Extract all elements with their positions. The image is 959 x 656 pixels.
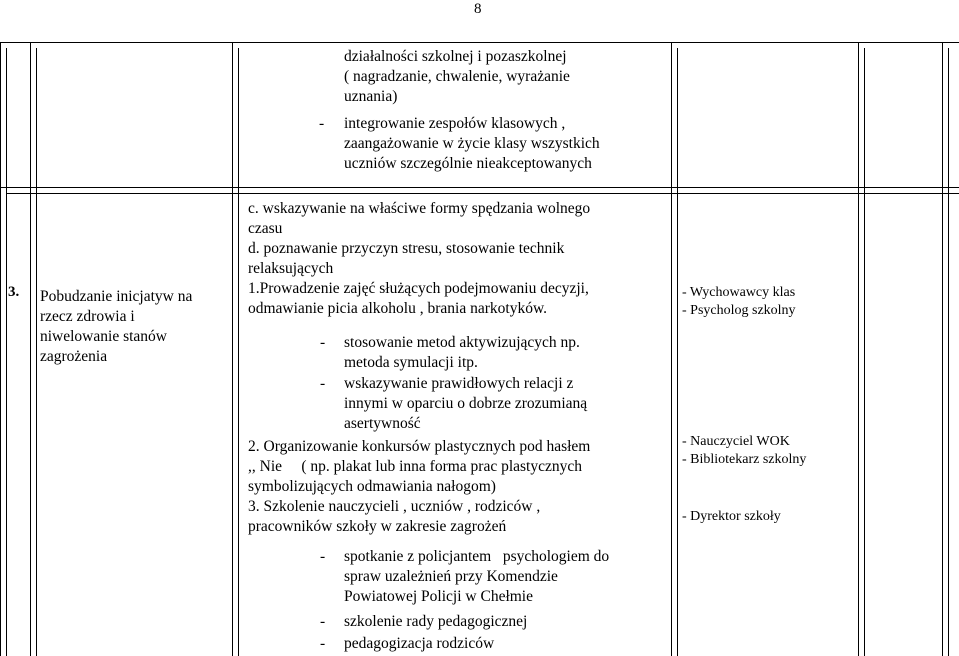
content-line: symbolizujących odmawiania nałogom): [248, 478, 496, 495]
content-line: pedagogizacja rodziców: [344, 635, 495, 652]
content-line: d. poznawanie przyczyn stresu, stosowanie technik: [248, 240, 565, 257]
table-border-left: [0, 42, 1, 656]
content-line: asertywność: [344, 415, 421, 432]
content-line: pracowników szkoły w zakresie zagrożeń: [248, 518, 507, 535]
content-dash: -: [320, 548, 326, 565]
content-line: Powiatowej Policji w Chełmie: [344, 588, 533, 605]
column-divider-4a: [858, 42, 859, 656]
content-line: spraw uzależnień przy Komendzie: [344, 568, 558, 585]
continuation-text: [344, 47, 570, 107]
content-sub: [344, 547, 609, 607]
bullet-line: uczniów szczególnie nieakceptowanych: [344, 155, 592, 172]
topic-line: rzecz zdrowia i: [40, 308, 135, 325]
content-dash: -: [320, 334, 326, 351]
page-number: 8: [474, 1, 482, 17]
content-line: stosowanie metod aktywizujących np.: [344, 334, 580, 351]
topic-cell: [40, 287, 192, 367]
topic-line: niwelowanie stanów: [40, 328, 167, 345]
content-sub: [344, 333, 580, 373]
column-divider-3a: [671, 42, 672, 656]
content-dash: -: [320, 635, 326, 652]
content-line: metoda symulacji itp.: [344, 354, 478, 371]
continuation-bullet-text: [344, 114, 600, 174]
content-line: ,, Nie ( np. plakat lub inna forma prac plastycznych: [248, 458, 582, 475]
responsible-cell: [682, 433, 806, 469]
column-divider-2a: [232, 42, 233, 656]
column-divider-4b: [864, 48, 865, 656]
content-cell: [248, 199, 590, 319]
topic-line: zagrożenia: [40, 348, 108, 365]
content-dash: -: [320, 375, 326, 392]
content-line: odmawianie picia alkoholu , brania narkotyków.: [248, 300, 548, 317]
responsible-line: - Psycholog szkolny: [682, 303, 796, 318]
content-line: 1.Prowadzenie zajęć służących podejmowaniu decyzji,: [248, 280, 589, 297]
bullet-line: zaangażowanie w życie klasy wszystkich: [344, 135, 600, 152]
topic-line: Pobudzanie inicjatyw na: [40, 288, 193, 305]
responsible-line: - Nauczyciel WOK: [682, 434, 790, 449]
content-cell-2: [248, 437, 590, 537]
column-divider-1a: [30, 42, 31, 656]
bullet-line: integrowanie zespołów klasowych ,: [344, 115, 566, 132]
row-number: 3.: [8, 284, 20, 300]
content-line: szkolenie rady pedagogicznej: [344, 613, 528, 630]
row-separator-inner: [6, 193, 959, 194]
column-divider-3b: [677, 48, 678, 656]
responsible-cell: [682, 284, 796, 320]
content-sub: [344, 374, 587, 434]
continuation-line: uznania): [344, 88, 398, 105]
table-border-top: [0, 42, 959, 43]
content-line: spotkanie z policjantem psychologiem do: [344, 548, 610, 565]
table-inner-left-border: [6, 48, 7, 656]
content-line: c. wskazywanie na właściwe formy spędzania wolnego: [248, 200, 591, 217]
content-line: innymi w oparciu o dobrze zrozumianą: [344, 395, 588, 412]
continuation-line: działalności szkolnej i pozaszkolnej: [344, 48, 567, 65]
continuation-line: ( nagradzanie, chwalenie, wyrażanie: [344, 68, 570, 85]
column-divider-5b: [948, 48, 949, 656]
column-divider-5a: [942, 42, 943, 656]
content-line: czasu: [248, 220, 283, 237]
continuation-bullet-dash: -: [319, 115, 325, 132]
content-line: 2. Organizowanie konkursów plastycznych pod hasłem: [248, 438, 591, 455]
column-divider-1b: [36, 48, 37, 656]
responsible-line: - Dyrektor szkoły: [682, 509, 781, 524]
content-line: 3. Szkolenie nauczycieli , uczniów , rodziców ,: [248, 498, 541, 515]
row-separator: [0, 187, 959, 188]
responsible-line: - Wychowawcy klas: [682, 285, 796, 300]
content-line: wskazywanie prawidłowych relacji z: [344, 375, 574, 392]
content-dash: -: [320, 613, 326, 630]
content-line: relaksujących: [248, 260, 334, 277]
responsible-line: - Bibliotekarz szkolny: [682, 452, 807, 467]
column-divider-2b: [238, 48, 239, 656]
